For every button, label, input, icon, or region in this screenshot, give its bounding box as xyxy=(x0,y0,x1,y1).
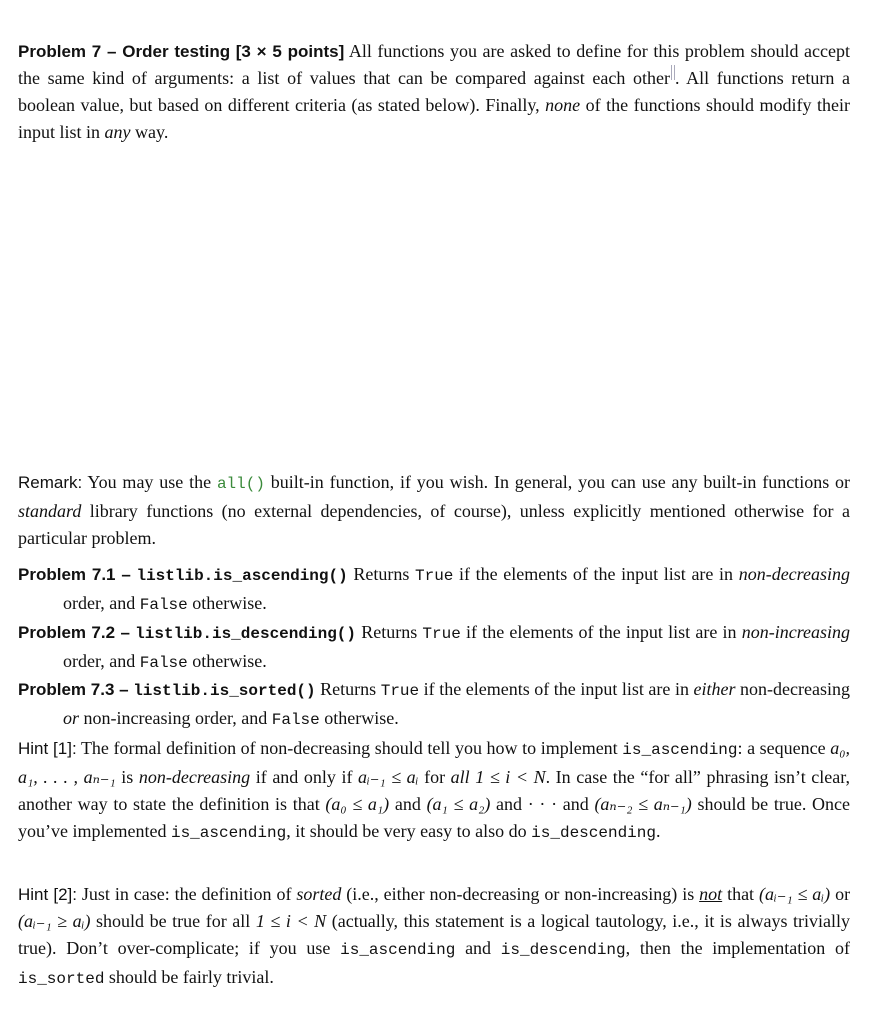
hint-1-non-decreasing: non-decreasing xyxy=(138,767,251,787)
hint-1-all: all xyxy=(450,767,470,787)
hint-1-text-7: should be true. Once you’ve implemented xyxy=(18,794,851,841)
hint-1-text-2: : a sequence xyxy=(737,738,826,758)
problem-7-3-true: True xyxy=(380,682,420,700)
remark-text-3: library functions (no external dependencies, of course), unless explicitly mentioned otherwise for a particular problem. xyxy=(18,501,850,548)
hint-2-text-7: , then the implementation of xyxy=(625,938,851,958)
hint-1-text-8: , it should be very easy to also do xyxy=(286,821,527,841)
hint-1-text-1: The formal definition of non-decreasing should tell you how to implement xyxy=(80,738,618,758)
problem-7-2-non-increasing: non-increasing xyxy=(741,622,851,642)
problem-7-1 xyxy=(18,561,850,619)
problem-7-1-true: True xyxy=(414,567,454,585)
hint-1-code-2: is_ascending xyxy=(170,824,287,842)
problem-7-1-function: listlib.is_ascending() xyxy=(136,567,348,585)
problem-7-3-label: Problem 7.3 – xyxy=(18,680,129,699)
problem-7-1-label: Problem 7.1 – xyxy=(18,565,131,584)
problem-7-1-text-4: otherwise. xyxy=(192,593,267,613)
hint-1-text-6: . In case the “for all” phrasing isn’t clear, another way to state the definition is that xyxy=(18,767,851,814)
problem-7-1-text-1: Returns xyxy=(353,564,410,584)
problem-7-2-text-2: if the elements of the input list are in xyxy=(466,622,737,642)
hint-2-text-4: should be true for all xyxy=(96,911,251,931)
problem-7-3-text-4: non-increasing order, and xyxy=(83,708,268,728)
problem-7-1-non-decreasing: non-decreasing xyxy=(738,564,851,584)
problem-7-2-function: listlib.is_descending() xyxy=(135,625,356,643)
hint-2-text-2: (i.e., either non-decreasing or non-increasing) is xyxy=(346,884,695,904)
problem-7-2-false: False xyxy=(139,654,188,672)
hint-1-code-3: is_descending xyxy=(531,824,656,842)
hint-2-range: 1 ≤ i < N xyxy=(255,911,327,931)
problem-7-1-text-3: order, and xyxy=(63,593,136,613)
hint-2-text-5: (actually, this statement is a logical tautology, i.e., it is always trivially true). Don’t over-complicate; if you use xyxy=(18,911,851,958)
problem-7-3-text-2: if the elements of the input list are in xyxy=(423,679,689,699)
problem-7-2-text-1: Returns xyxy=(361,622,418,642)
hint-2-text-8: should be fairly trivial. xyxy=(108,967,274,987)
problem-7-3-function: listlib.is_sorted() xyxy=(133,682,316,700)
problem-7-3-text-5: otherwise. xyxy=(324,708,399,728)
problem-7-3-text-1: Returns xyxy=(320,679,377,699)
hint-2-or: or xyxy=(835,884,851,904)
problem-7-1-text-2: if the elements of the input list are in xyxy=(459,564,734,584)
problem-7-2-text-3: order, and xyxy=(63,651,136,671)
remark-text-1: You may use the xyxy=(87,472,212,492)
problem-7-text-3: of the functions should modify their input list in xyxy=(18,95,850,142)
hint-2-code-1: is_ascending xyxy=(340,941,456,959)
remark-code-all: all() xyxy=(216,475,265,493)
hint-1-dots: · · · xyxy=(527,794,558,814)
problem-7-3-false: False xyxy=(271,711,320,729)
problem-7-text-2: . All functions return a boolean value, but based on different criteria (as stated below). Finally, xyxy=(18,68,850,115)
problem-7-2 xyxy=(18,619,850,677)
hint-1-code-1: is_ascending xyxy=(622,741,738,759)
hint-2-sorted: sorted xyxy=(296,884,342,904)
hint-2-text-3: that xyxy=(727,884,755,904)
problem-7-none: none xyxy=(545,95,581,115)
problem-7-2-true: True xyxy=(422,625,461,643)
hint-2-code-3: is_sorted xyxy=(18,970,105,988)
hint-2-cond-1: (aᵢ₋₁ ≤ aᵢ) xyxy=(758,884,831,904)
hint-1-condition: aᵢ₋₁ ≤ aᵢ xyxy=(358,767,419,787)
problem-7-3-text-3: non-decreasing xyxy=(740,679,850,699)
hint-1-range: 1 ≤ i < N xyxy=(475,767,546,787)
remark-text-2: built-in function, if you wish. In general, you can use any built-in functions or xyxy=(270,472,851,492)
hint-1-text-4: if and only if xyxy=(255,767,353,787)
problem-7-points: [3 × 5 points] xyxy=(235,42,345,61)
hint-1-label: Hint [1]: xyxy=(18,739,77,758)
problem-7-intro xyxy=(18,38,850,146)
hint-1-and-1: and xyxy=(394,794,421,814)
problem-7-any: any xyxy=(104,122,131,142)
hint-1-cond-3: (aₙ₋₂ ≤ aₙ₋₁) xyxy=(594,794,692,814)
hint-2 xyxy=(18,881,850,993)
hint-2-not: not xyxy=(699,884,723,904)
problem-7-3-either: either xyxy=(693,679,736,699)
problem-7-text-1: All functions you are asked to define for this problem should accept the same kind of arguments: a list of values that can be compared against each other xyxy=(18,41,851,88)
remark-standard: standard xyxy=(18,501,82,521)
hint-1 xyxy=(18,735,850,847)
problem-7-text-4: way. xyxy=(135,122,169,142)
remark-label: Remark: xyxy=(18,473,83,492)
problem-7-3 xyxy=(18,676,850,734)
hint-1-sequence: a₀, a₁, . . . , aₙ₋₁ xyxy=(18,738,850,787)
remark-paragraph xyxy=(18,469,850,552)
problem-7-1-false: False xyxy=(139,596,188,614)
hint-1-text-9: . xyxy=(655,821,661,841)
hint-1-text-5: for xyxy=(424,767,446,787)
hint-1-text-3: is xyxy=(121,767,134,787)
hint-2-code-2: is_descending xyxy=(500,941,626,959)
hint-1-cond-1: (a₀ ≤ a₁) xyxy=(325,794,390,814)
problem-7-3-or: or xyxy=(63,708,80,728)
hint-1-and-2: and xyxy=(496,794,523,814)
problem-7-2-text-4: otherwise. xyxy=(192,651,267,671)
problem-7-heading: Problem 7 – Order testing xyxy=(18,42,231,61)
hint-1-cond-2: (a₁ ≤ a₂) xyxy=(426,794,491,814)
hint-1-and-3: and xyxy=(562,794,589,814)
hint-2-cond-2: (aᵢ₋₁ ≥ aᵢ) xyxy=(18,911,91,931)
hint-2-text-6: and xyxy=(465,938,492,958)
hint-2-label: Hint [2]: xyxy=(18,885,77,904)
hint-2-text-1: Just in case: the definition of xyxy=(81,884,292,904)
problem-7-2-label: Problem 7.2 – xyxy=(18,623,130,642)
